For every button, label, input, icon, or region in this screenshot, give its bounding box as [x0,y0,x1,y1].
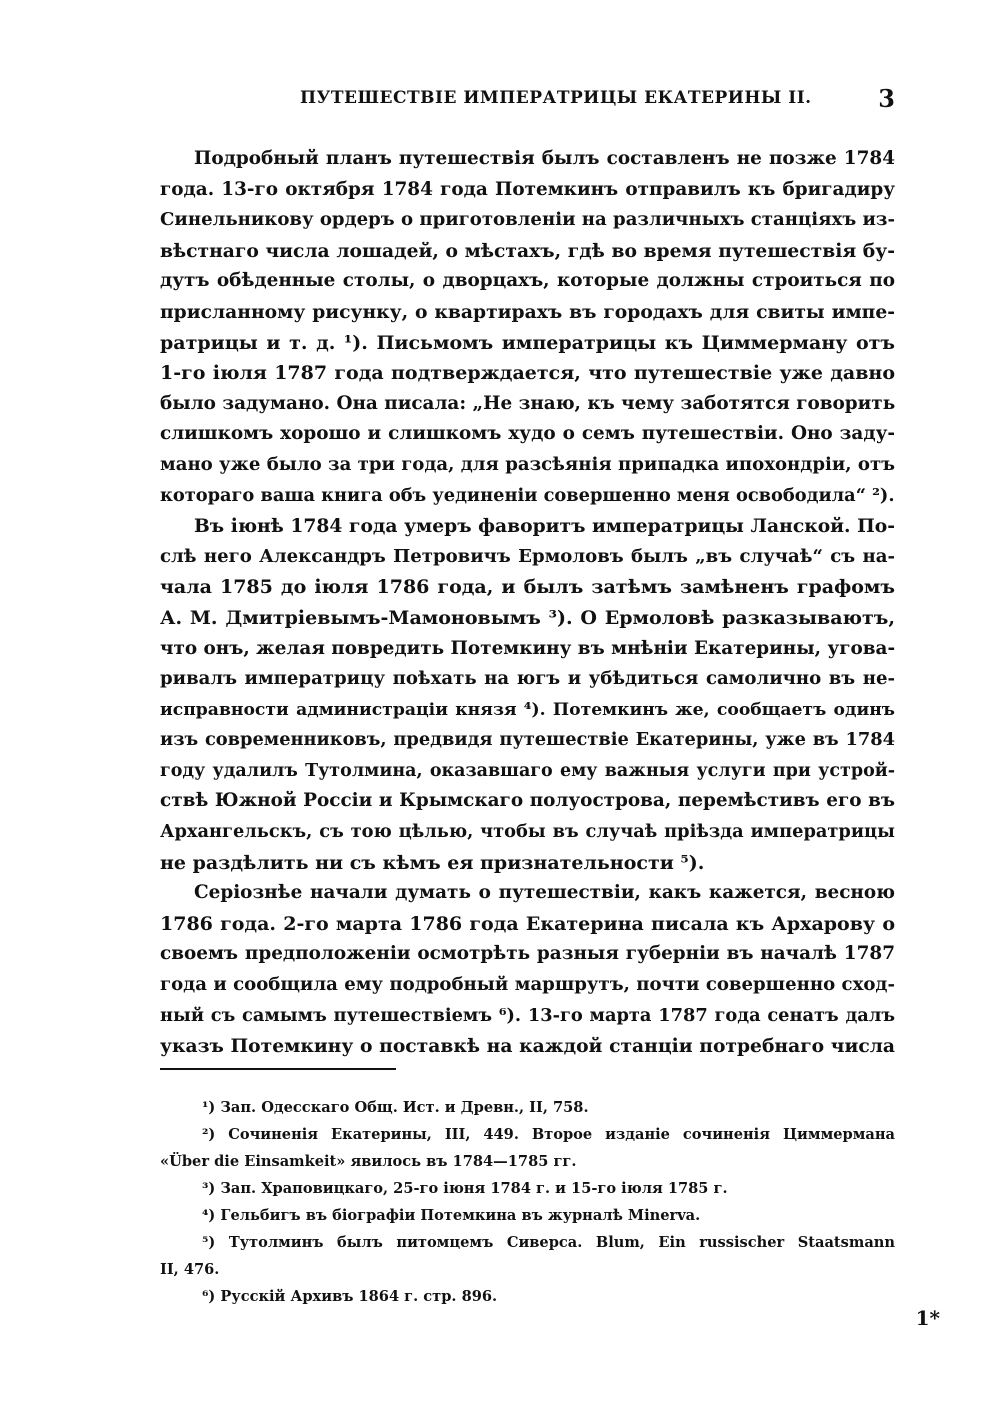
text-line: Въ іюнѣ 1784 года умеръ фаворитъ императрицы Ланской. По- [194,515,895,538]
text-line: Подробный планъ путешествія былъ составленъ не позже 1784 [194,148,895,169]
footnote-line: ⁶) Русскій Архивъ 1864 г. стр. 896. [202,1288,498,1305]
text-line: мано уже было за три года, для разсѣянія припадка ипохондріи, отъ [160,453,896,475]
footnote-line: II, 476. [160,1261,220,1278]
text-line: дутъ обѣденные столы, о дворцахъ, которые должны строиться по [160,270,895,292]
text-line: присланному рисунку, о квартирахъ въ городахъ для свиты импе- [160,300,895,323]
text-line: году удалилъ Тутолмина, оказавшаго ему важныя услуги при устрой- [160,760,895,781]
footnote-line: ¹) Зап. Одесскаго Общ. Ист. и Древн., II, 758. [202,1099,589,1116]
text-line: слѣ него Александръ Петровичъ Ермоловъ былъ „въ случаѣ“ съ на- [160,545,895,567]
footnote-line: ³) Зап. Храповицкаго, 25-го іюня 1784 г. и 15-го іюля 1785 г. [202,1180,728,1197]
text-line: котораго ваша книга объ уединеніи совершенно меня освободила“ ²). [160,484,895,506]
running-head [160,84,895,118]
page-number: 3 [878,84,895,113]
body-text [160,144,895,1062]
text-line: ный съ самымъ путешествіемъ ⁶). 13-го марта 1787 года сенатъ далъ [160,1004,895,1026]
footnote-line: ⁵) Тутолминъ былъ питомцемъ Сиверса. Blum, Ein russischer Staatsmann [202,1234,895,1251]
text-line: не раздѣлить ни съ кѣмъ ея признательности ⁵). [160,851,705,874]
text-line: вѣстнаго числа лошадей, о мѣстахъ, гдѣ во время путешествія бу- [160,239,895,262]
footnotes [160,1094,895,1310]
text-line: Синельникову ордеръ о приготовленіи на различныхъ станціяхъ из- [160,209,895,231]
text-line: указъ Потемкину о поставкѣ на каждой станціи потребнаго числа [160,1035,895,1058]
text-line: Серіознѣе начали думать о путешествіи, какъ кажется, весною [194,882,895,904]
text-line: исправности администраціи князя ⁴). Потемкинъ же, сообщаетъ одинъ [160,699,895,720]
footnote-line: «Über die Einsamkeit» явилось въ 1784—1785 гг. [160,1153,577,1170]
signature-mark: 1* [915,1306,940,1330]
text-line: ствѣ Южной Россіи и Крымскаго полуострова, перемѣстивъ его въ [160,790,895,812]
footnote-rule [160,1068,396,1070]
text-line: Архангельскъ, съ тою цѣлью, чтобы въ случаѣ пріѣзда императрицы [160,821,895,843]
text-line: А. М. Дмитріевымъ-Мамоновымъ ³). О Ермоловѣ разказываютъ, [160,606,895,629]
running-title: ПУТЕШЕСТВІЕ ИМПЕРАТРИЦЫ ЕКАТЕРИНЫ II. [300,88,812,108]
text-line: слишкомъ хорошо и слишкомъ худо о семъ путешествіи. Оно заду- [160,423,895,445]
text-line: 1786 года. 2-го марта 1786 года Екатерина писала къ Архарову о [160,912,895,935]
text-line: года. 13-го октября 1784 года Потемкинъ отправилъ къ бригадиру [160,178,895,200]
footnote-line: ⁴) Гельбигъ въ біографіи Потемкина въ журналѣ Minerva. [202,1207,701,1224]
text-line: 1-го іюля 1787 года подтверждается, что путешествіе уже давно [160,362,895,385]
text-line: что онъ, желая повредить Потемкину въ мнѣніи Екатерины, угова- [160,637,896,659]
text-line: ривалъ императрицу поѣхать на югъ и убѣдиться самолично въ не- [160,668,895,690]
text-line: изъ современниковъ, предвидя путешествіе Екатерины, уже въ 1784 [160,729,895,751]
footnote-line: ²) Сочиненія Екатерины, III, 449. Второе изданіе сочиненія Циммермана [202,1126,895,1143]
text-line: своемъ предположеніи осмотрѣть разныя губерніи въ началѣ 1787 [160,943,895,965]
text-line: ратрицы и т. д. ¹). Письмомъ императрицы къ Циммерману отъ [160,331,895,354]
text-line: чала 1785 до іюля 1786 года, и былъ затѣмъ замѣненъ графомъ [160,576,895,599]
text-line: было задумано. Она писала: „Не знаю, къ чему заботятся говорить [160,392,896,414]
text-line: года и сообщила ему подробный маршрутъ, почти совершенно сход- [160,974,895,996]
